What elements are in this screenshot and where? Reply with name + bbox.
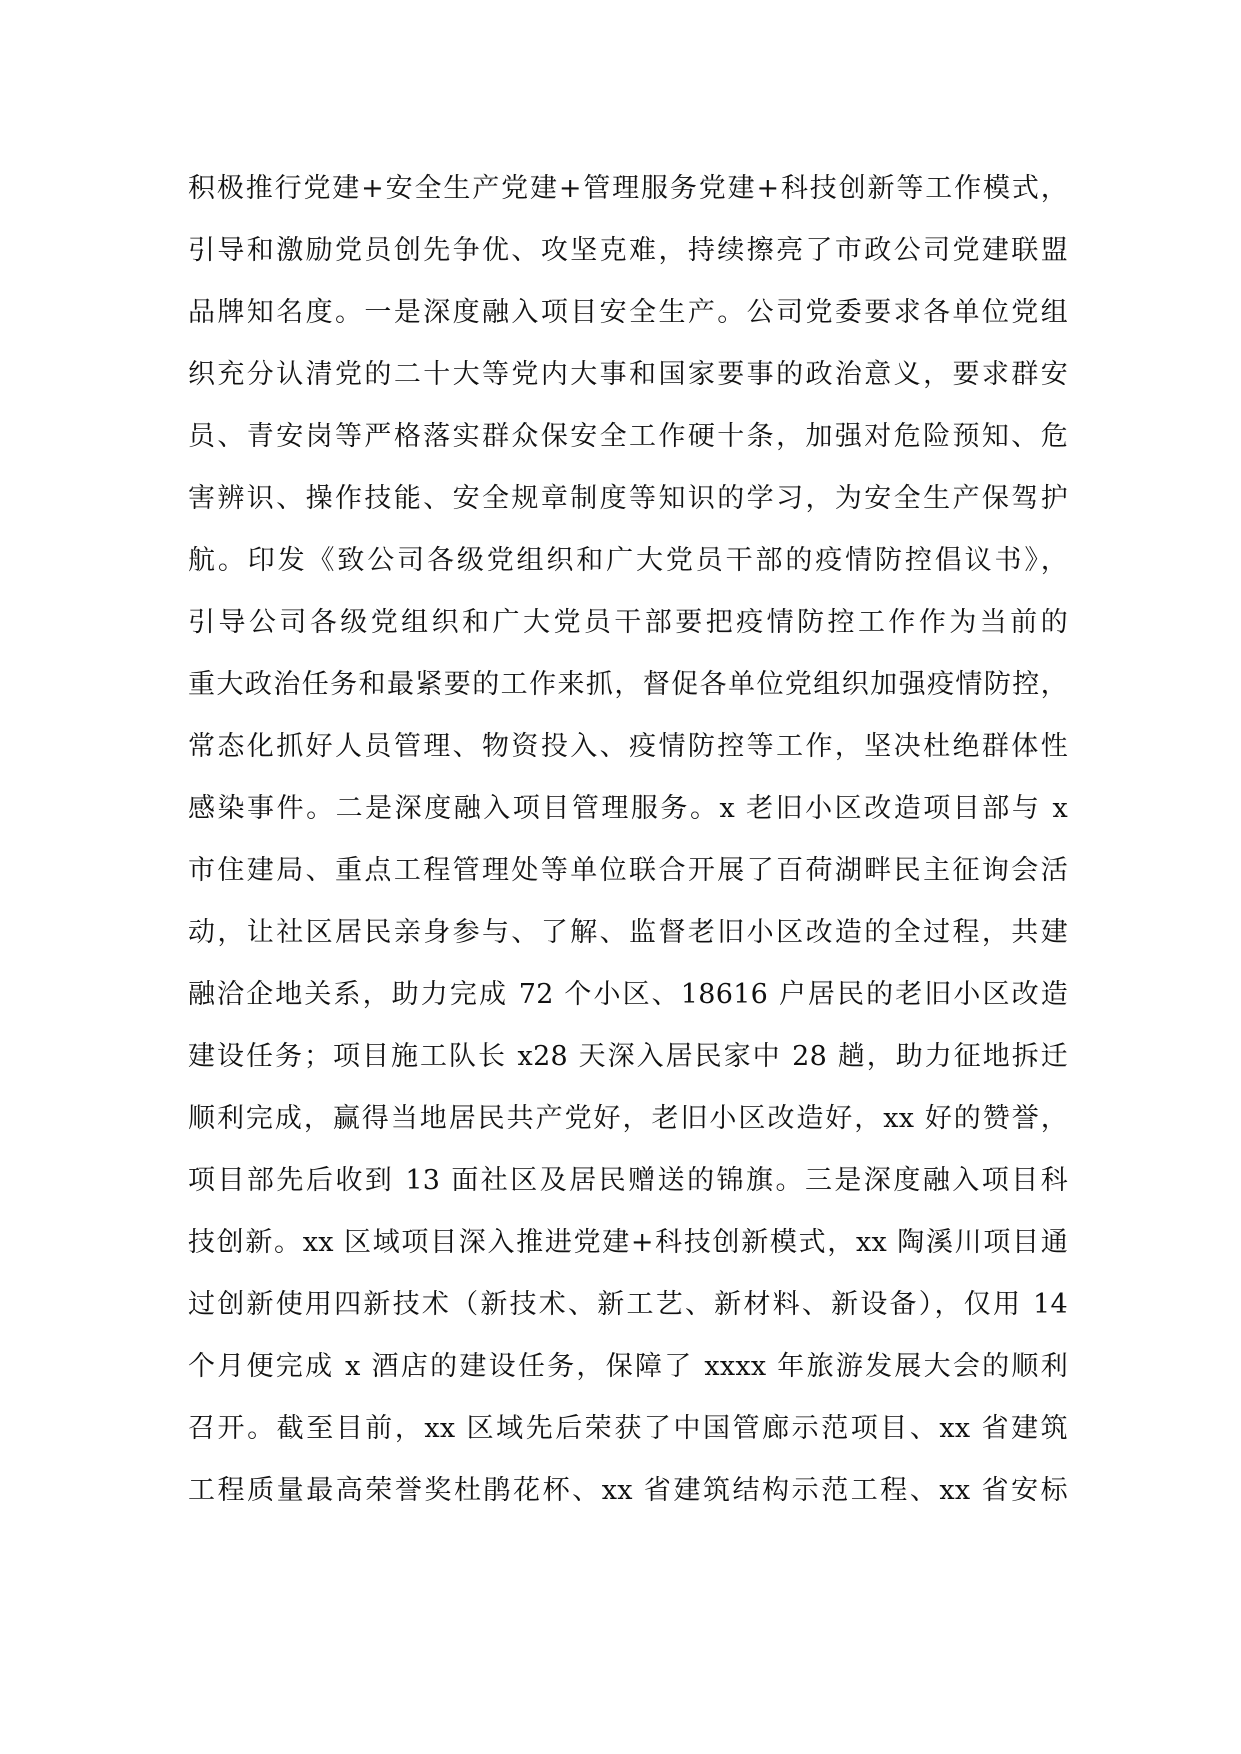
body-paragraph bbox=[188, 158, 1068, 1522]
text-line: 害辨识、操作技能、安全规章制度等知识的学习，为安全生产保驾护 bbox=[188, 483, 1068, 514]
text-line: 召开。截至目前，xx 区域先后荣获了中国管廊示范项目、xx 省建筑 bbox=[188, 1413, 1068, 1444]
text-line: 过创新使用四新技术（新技术、新工艺、新材料、新设备），仅用 14 bbox=[188, 1289, 1068, 1320]
text-line: 航。印发《致公司各级党组织和广大党员干部的疫情防控倡议书》， bbox=[188, 545, 1068, 576]
text-line: 顺利完成，赢得当地居民共产党好，老旧小区改造好，xx 好的赞誉， bbox=[188, 1103, 1068, 1134]
text-line: 引导公司各级党组织和广大党员干部要把疫情防控工作作为当前的 bbox=[188, 607, 1068, 638]
text-line: 工程质量最高荣誉奖杜鹃花杯、xx 省建筑结构示范工程、xx 省安标 bbox=[188, 1475, 1068, 1506]
text-line: 技创新。xx 区域项目深入推进党建+科技创新模式，xx 陶溪川项目通 bbox=[188, 1227, 1068, 1258]
text-line: 引导和激励党员创先争优、攻坚克难，持续擦亮了市政公司党建联盟 bbox=[188, 235, 1068, 266]
text-line: 感染事件。二是深度融入项目管理服务。x 老旧小区改造项目部与 x bbox=[188, 793, 1068, 824]
text-line: 个月便完成 x 酒店的建设任务，保障了 xxxx 年旅游发展大会的顺利 bbox=[188, 1351, 1068, 1382]
text-line: 品牌知名度。一是深度融入项目安全生产。公司党委要求各单位党组 bbox=[188, 297, 1068, 328]
text-line: 织充分认清党的二十大等党内大事和国家要事的政治意义，要求群安 bbox=[188, 359, 1068, 390]
text-line: 融洽企地关系，助力完成 72 个小区、18616 户居民的老旧小区改造 bbox=[188, 979, 1068, 1010]
text-line: 市住建局、重点工程管理处等单位联合开展了百荷湖畔民主征询会活 bbox=[188, 855, 1068, 886]
text-line: 建设任务；项目施工队长 x28 天深入居民家中 28 趟，助力征地拆迁 bbox=[188, 1041, 1068, 1072]
text-line: 项目部先后收到 13 面社区及居民赠送的锦旗。三是深度融入项目科 bbox=[188, 1165, 1068, 1196]
text-line: 常态化抓好人员管理、物资投入、疫情防控等工作，坚决杜绝群体性 bbox=[188, 731, 1068, 762]
text-line: 员、青安岗等严格落实群众保安全工作硬十条，加强对危险预知、危 bbox=[188, 421, 1068, 452]
text-line: 动，让社区居民亲身参与、了解、监督老旧小区改造的全过程，共建 bbox=[188, 917, 1068, 948]
text-line: 积极推行党建+安全生产党建+管理服务党建+科技创新等工作模式， bbox=[188, 173, 1068, 204]
text-line: 重大政治任务和最紧要的工作来抓，督促各单位党组织加强疫情防控， bbox=[188, 669, 1068, 700]
